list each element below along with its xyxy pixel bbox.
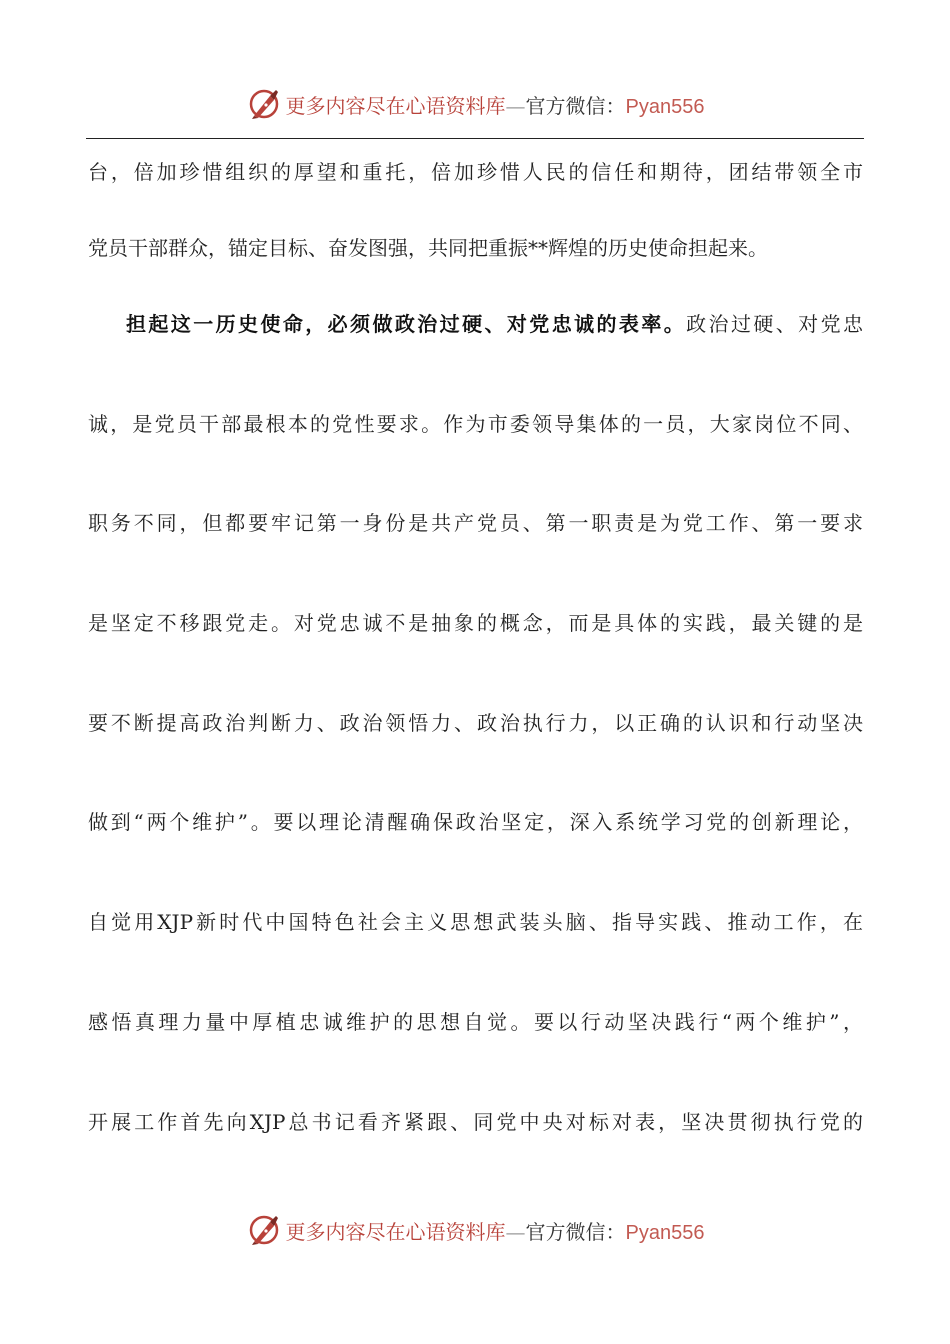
- body-line: 感悟真理力量中厚植忠诚维护的思想自觉。要以行动坚决践行“两个维护”，: [88, 1009, 863, 1034]
- bold-heading: 担起这一历史使命，必须做政治过硬、对党忠诚的表率。: [126, 312, 687, 336]
- watermark-separator: —: [505, 1219, 526, 1244]
- watermark-text: [286, 1216, 705, 1245]
- body-line: 要不断提高政治判断力、政治领悟力、政治执行力，以正确的认识和行动坚决: [88, 710, 863, 735]
- footer-watermark: [0, 1210, 950, 1250]
- watermark-text: [286, 90, 705, 119]
- watermark-wechat-label: 官方微信：: [525, 93, 626, 118]
- body-line: 开展工作首先向XJP总书记看齐紧跟、同党中央对标对表，坚决贯彻执行党的: [88, 1109, 863, 1134]
- watermark-separator: —: [505, 93, 526, 118]
- body-line: 自觉用XJP新时代中国特色社会主义思想武装头脑、指导实践、推动工作，在: [88, 910, 863, 935]
- body-line: 台，倍加珍惜组织的厚望和重托，倍加珍惜人民的信任和期待，团结带领全市: [88, 160, 863, 184]
- body-line: 是坚定不移跟党走。对党忠诚不是抽象的概念，而是具体的实践，最关键的是: [88, 611, 863, 636]
- document-body: [88, 152, 863, 1201]
- body-line: 做到“两个维护”。要以理论清醒确保政治坚定，深入系统学习党的创新理论，: [88, 810, 863, 835]
- watermark-title: 更多内容尽在心语资料库: [285, 93, 506, 118]
- pen-nib-logo-icon: [246, 86, 282, 122]
- body-line-tail: 政治过硬、对党忠: [686, 312, 863, 336]
- pen-nib-logo-icon: [246, 1212, 282, 1248]
- body-line: 职务不同，但都要牢记第一身份是共产党员、第一职责是为党工作、第一要求: [88, 511, 863, 536]
- header-watermark: [0, 84, 950, 124]
- watermark-title: 更多内容尽在心语资料库: [285, 1219, 506, 1244]
- body-line: 诚，是党员干部最根本的党性要求。作为市委领导集体的一员，大家岗位不同、: [88, 411, 863, 436]
- paragraph-heading-line: [88, 304, 863, 404]
- watermark-wechat-label: 官方微信：: [525, 1219, 626, 1244]
- watermark-wechat-id: Pyan556: [625, 1221, 705, 1244]
- watermark-wechat-id: Pyan556: [625, 95, 705, 118]
- header-rule: [86, 138, 864, 139]
- body-line: 党员干部群众，锚定目标、奋发图强，共同把重振**辉煌的历史使命担起来。: [88, 236, 768, 260]
